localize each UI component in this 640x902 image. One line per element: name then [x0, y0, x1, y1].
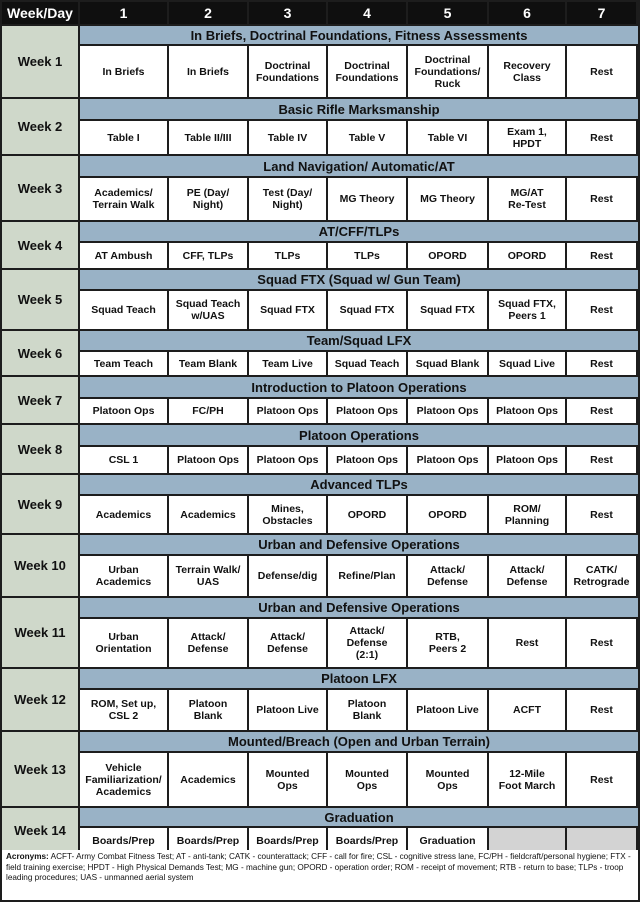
activity-cell: Platoon Blank — [328, 690, 406, 730]
header-day-2: 2 — [169, 2, 247, 24]
activity-cell: OPORD — [328, 496, 406, 533]
activity-cell: Attack/ Defense (2:1) — [328, 619, 406, 667]
activity-cell: Squad Teach — [80, 291, 167, 329]
activity-cell: ROM/ Planning — [489, 496, 565, 533]
activity-cell: Boards/Prep — [169, 828, 247, 853]
activity-cell: Attack/ Defense — [169, 619, 247, 667]
activity-cell: Academics — [80, 496, 167, 533]
week-title: Urban and Defensive Operations — [80, 535, 638, 554]
activity-cell: Boards/Prep — [328, 828, 406, 853]
week-label: Week 4 — [2, 222, 78, 268]
week-title: Team/Squad LFX — [80, 331, 638, 350]
week-title: Mounted/Breach (Open and Urban Terrain) — [80, 732, 638, 751]
activity-cell: Platoon Ops — [489, 399, 565, 423]
header-corner: Week/Day — [2, 2, 78, 24]
activity-cell: Exam 1, HPDT — [489, 121, 565, 154]
week-label: Week 5 — [2, 270, 78, 329]
activity-cell: Squad Teach — [328, 352, 406, 375]
activity-cell: MG Theory — [328, 178, 406, 220]
activity-cell: Rest — [567, 690, 636, 730]
week-title: Squad FTX (Squad w/ Gun Team) — [80, 270, 638, 289]
acronyms-footnote — [2, 850, 638, 900]
activity-cell: In Briefs — [169, 46, 247, 97]
activity-cell: Rest — [567, 753, 636, 806]
activity-cell: Team Teach — [80, 352, 167, 375]
week-title: Urban and Defensive Operations — [80, 598, 638, 617]
activity-cell: ACFT — [489, 690, 565, 730]
week-title: Land Navigation/ Automatic/AT — [80, 156, 638, 176]
activity-cell: Urban Academics — [80, 556, 167, 596]
week-label: Week 11 — [2, 598, 78, 667]
activity-cell: Platoon Ops — [249, 399, 326, 423]
activity-cell: Rest — [567, 447, 636, 473]
activity-cell: Platoon Live — [249, 690, 326, 730]
week-label: Week 14 — [2, 808, 78, 853]
activity-cell: Mounted Ops — [408, 753, 487, 806]
week-label: Week 8 — [2, 425, 78, 473]
activity-cell: RTB, Peers 2 — [408, 619, 487, 667]
week-label: Week 7 — [2, 377, 78, 423]
activity-cell: Table IV — [249, 121, 326, 154]
week-label: Week 10 — [2, 535, 78, 596]
activity-cell: Doctrinal Foundations — [328, 46, 406, 97]
activity-cell: Rest — [567, 399, 636, 423]
activity-cell: Boards/Prep — [80, 828, 167, 853]
week-title: Platoon LFX — [80, 669, 638, 688]
activity-cell: Table II/III — [169, 121, 247, 154]
activity-cell: ROM, Set up, CSL 2 — [80, 690, 167, 730]
activity-cell: Test (Day/ Night) — [249, 178, 326, 220]
activity-cell: PE (Day/ Night) — [169, 178, 247, 220]
activity-cell: Table I — [80, 121, 167, 154]
activity-cell: CATK/ Retrograde — [567, 556, 636, 596]
activity-cell: Mines, Obstacles — [249, 496, 326, 533]
activity-cell: Squad Live — [489, 352, 565, 375]
activity-cell: Rest — [567, 46, 636, 97]
activity-cell: Defense/dig — [249, 556, 326, 596]
activity-cell: Rest — [567, 352, 636, 375]
activity-cell: Squad FTX — [249, 291, 326, 329]
activity-cell: Attack/ Defense — [249, 619, 326, 667]
activity-cell: MG/AT Re-Test — [489, 178, 565, 220]
activity-cell: Vehicle Familiarization/ Academics — [80, 753, 167, 806]
week-title: Basic Rifle Marksmanship — [80, 99, 638, 119]
activity-cell: Attack/ Defense — [489, 556, 565, 596]
activity-cell: OPORD — [408, 496, 487, 533]
week-label: Week 13 — [2, 732, 78, 806]
week-title: Platoon Operations — [80, 425, 638, 445]
activity-cell: Doctrinal Foundations — [249, 46, 326, 97]
activity-cell: 12-Mile Foot March — [489, 753, 565, 806]
activity-cell: MG Theory — [408, 178, 487, 220]
activity-cell: Doctrinal Foundations/ Ruck — [408, 46, 487, 97]
acronyms-text: ACFT- Army Combat Fitness Test; AT - anti-tank; CATK - counterattack; CFF - call for fire; CSL - cognitive stress lane, FC/PH - fieldcraft/personal hygiene; FTX - field training exercise; HPDT - High Physical Demands Test; MG - machine gun; OPORD - operation order; ROM - receipt of movement; RTB - return to base; TLPs - troop leading procedures; UAS - unmanned aerial system — [6, 852, 631, 883]
week-label: Week 1 — [2, 26, 78, 97]
activity-cell: Academics — [169, 496, 247, 533]
activity-cell: Mounted Ops — [249, 753, 326, 806]
activity-cell: Terrain Walk/ UAS — [169, 556, 247, 596]
activity-cell: Recovery Class — [489, 46, 565, 97]
header-day-1: 1 — [80, 2, 167, 24]
activity-cell: Squad Blank — [408, 352, 487, 375]
week-label: Week 12 — [2, 669, 78, 730]
activity-cell: Rest — [567, 243, 636, 268]
activity-cell: Rest — [567, 121, 636, 154]
activity-cell: Squad FTX — [408, 291, 487, 329]
activity-cell: In Briefs — [80, 46, 167, 97]
week-title: In Briefs, Doctrinal Foundations, Fitness Assessments — [80, 26, 638, 44]
activity-cell: Platoon Ops — [328, 447, 406, 473]
week-title: Introduction to Platoon Operations — [80, 377, 638, 397]
activity-cell: Platoon Ops — [80, 399, 167, 423]
activity-cell: Rest — [567, 291, 636, 329]
activity-cell: Rest — [567, 496, 636, 533]
week-label: Week 9 — [2, 475, 78, 533]
activity-cell: Platoon Live — [408, 690, 487, 730]
activity-cell: Rest — [489, 619, 565, 667]
activity-cell: Mounted Ops — [328, 753, 406, 806]
week-title: Graduation — [80, 808, 638, 826]
activity-cell: Rest — [567, 619, 636, 667]
header-day-7: 7 — [567, 2, 636, 24]
activity-cell: Squad FTX — [328, 291, 406, 329]
activity-cell: OPORD — [408, 243, 487, 268]
activity-cell: Platoon Ops — [489, 447, 565, 473]
activity-cell: AT Ambush — [80, 243, 167, 268]
activity-cell: Platoon Ops — [408, 399, 487, 423]
activity-cell: Academics/ Terrain Walk — [80, 178, 167, 220]
activity-cell: Graduation — [408, 828, 487, 853]
header-day-5: 5 — [408, 2, 487, 24]
activity-cell: FC/PH — [169, 399, 247, 423]
week-label: Week 3 — [2, 156, 78, 220]
header-day-6: 6 — [489, 2, 565, 24]
activity-cell: OPORD — [489, 243, 565, 268]
header-day-4: 4 — [328, 2, 406, 24]
activity-cell: Urban Orientation — [80, 619, 167, 667]
activity-cell: Platoon Ops — [328, 399, 406, 423]
activity-cell: Team Live — [249, 352, 326, 375]
activity-cell: Platoon Ops — [249, 447, 326, 473]
week-title: Advanced TLPs — [80, 475, 638, 494]
activity-cell: Table VI — [408, 121, 487, 154]
activity-cell: Boards/Prep — [249, 828, 326, 853]
activity-cell: TLPs — [328, 243, 406, 268]
header-day-3: 3 — [249, 2, 326, 24]
activity-cell: Platoon Ops — [169, 447, 247, 473]
activity-cell: Academics — [169, 753, 247, 806]
activity-cell: Rest — [567, 178, 636, 220]
activity-cell: Platoon Ops — [408, 447, 487, 473]
acronyms-label: Acronyms: — [6, 852, 49, 861]
activity-cell: CFF, TLPs — [169, 243, 247, 268]
activity-cell: CSL 1 — [80, 447, 167, 473]
activity-cell: Platoon Blank — [169, 690, 247, 730]
activity-cell: Attack/ Defense — [408, 556, 487, 596]
activity-cell: Team Blank — [169, 352, 247, 375]
activity-cell: Table V — [328, 121, 406, 154]
activity-cell: Refine/Plan — [328, 556, 406, 596]
week-label: Week 6 — [2, 331, 78, 375]
week-label: Week 2 — [2, 99, 78, 154]
activity-cell: Squad FTX, Peers 1 — [489, 291, 565, 329]
activity-cell: TLPs — [249, 243, 326, 268]
week-title: AT/CFF/TLPs — [80, 222, 638, 241]
activity-cell: Squad Teach w/UAS — [169, 291, 247, 329]
